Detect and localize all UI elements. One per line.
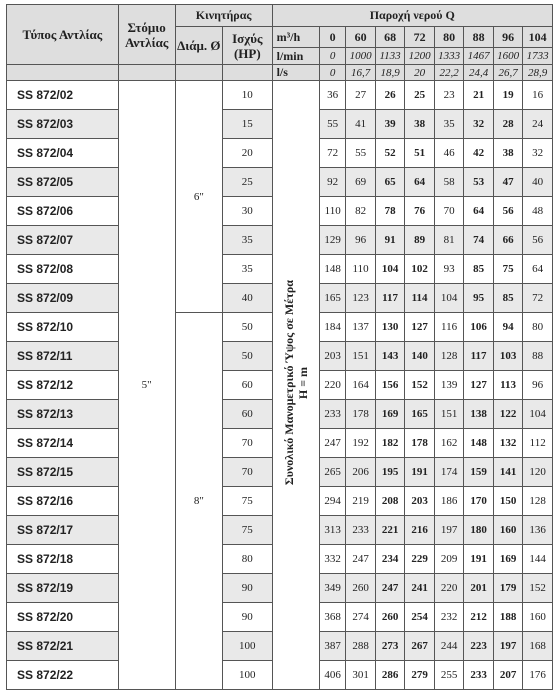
- pump-performance-table: [6, 4, 553, 690]
- motor-power: 80: [223, 545, 273, 574]
- head-value: 72: [320, 139, 346, 168]
- motor-power: 35: [223, 255, 273, 284]
- head-value: 162: [434, 429, 464, 458]
- head-value: 38: [405, 110, 435, 139]
- head-value: 64: [523, 255, 553, 284]
- outlet-value: 5": [118, 81, 175, 690]
- head-value: 165: [405, 400, 435, 429]
- head-value: 24: [523, 110, 553, 139]
- head-value: 94: [493, 313, 523, 342]
- head-value: 138: [464, 400, 494, 429]
- motor-power: 100: [223, 632, 273, 661]
- head-value: 301: [346, 661, 376, 690]
- head-value: 21: [464, 81, 494, 110]
- pump-model: SS 872/15: [7, 458, 119, 487]
- head-value: 209: [434, 545, 464, 574]
- head-value: 203: [320, 342, 346, 371]
- head-value: 103: [493, 342, 523, 371]
- flow-lmin: 1600: [493, 48, 523, 65]
- head-value: 182: [375, 429, 405, 458]
- pump-model: SS 872/18: [7, 545, 119, 574]
- motor-power: 20: [223, 139, 273, 168]
- outlet-header-spacer: [118, 65, 175, 81]
- flow-ls: 26,7: [493, 65, 523, 81]
- head-value: 223: [464, 632, 494, 661]
- head-value: 233: [346, 516, 376, 545]
- head-value: 368: [320, 603, 346, 632]
- pump-model: SS 872/08: [7, 255, 119, 284]
- head-value: 26: [375, 81, 405, 110]
- unit-m3h: m³/h: [272, 27, 319, 48]
- head-value: 286: [375, 661, 405, 690]
- head-value: 178: [346, 400, 376, 429]
- head-label: [272, 81, 319, 690]
- head-value: 102: [405, 255, 435, 284]
- motor-power: 30: [223, 197, 273, 226]
- flow-m3h: 68: [375, 27, 405, 48]
- flow-ls: 16,7: [346, 65, 376, 81]
- head-value: 144: [523, 545, 553, 574]
- head-value: 192: [346, 429, 376, 458]
- head-value: 152: [523, 574, 553, 603]
- head-value: 178: [405, 429, 435, 458]
- head-value: 53: [464, 168, 494, 197]
- head-value: 229: [405, 545, 435, 574]
- head-value: 234: [375, 545, 405, 574]
- head-value: 56: [493, 197, 523, 226]
- head-value: 247: [320, 429, 346, 458]
- head-value: 176: [523, 661, 553, 690]
- head-value: 260: [346, 574, 376, 603]
- head-value: 35: [434, 110, 464, 139]
- head-value: 180: [464, 516, 494, 545]
- pump-model: SS 872/14: [7, 429, 119, 458]
- head-value: 151: [346, 342, 376, 371]
- flow-ls: 20: [405, 65, 435, 81]
- head-value: 74: [464, 226, 494, 255]
- head-value: 191: [464, 545, 494, 574]
- head-value: 128: [523, 487, 553, 516]
- flow-lmin: 1333: [434, 48, 464, 65]
- head-value: 95: [464, 284, 494, 313]
- head-value: 160: [493, 516, 523, 545]
- head-value: 156: [375, 371, 405, 400]
- head-value: 201: [464, 574, 494, 603]
- head-value: 40: [523, 168, 553, 197]
- flow-ls: 28,9: [523, 65, 553, 81]
- motor-power: 15: [223, 110, 273, 139]
- head-value: 42: [464, 139, 494, 168]
- head-value: 25: [405, 81, 435, 110]
- head-value: 267: [405, 632, 435, 661]
- outlet-header: Στόμιο Αντλίας: [118, 5, 175, 65]
- head-value: 207: [493, 661, 523, 690]
- head-value: 85: [493, 284, 523, 313]
- head-value: 51: [405, 139, 435, 168]
- head-value: 203: [405, 487, 435, 516]
- head-value: 233: [320, 400, 346, 429]
- head-value: 48: [523, 197, 553, 226]
- head-value: 220: [320, 371, 346, 400]
- head-value: 206: [346, 458, 376, 487]
- head-value: 188: [493, 603, 523, 632]
- flow-lmin: 1467: [464, 48, 494, 65]
- pump-model: SS 872/11: [7, 342, 119, 371]
- motor-diameter: 8": [175, 313, 222, 690]
- head-value: 174: [434, 458, 464, 487]
- pump-model: SS 872/17: [7, 516, 119, 545]
- head-value: 120: [523, 458, 553, 487]
- head-value: 116: [434, 313, 464, 342]
- head-value: 241: [405, 574, 435, 603]
- head-value: 91: [375, 226, 405, 255]
- head-value: 139: [434, 371, 464, 400]
- head-value: 117: [375, 284, 405, 313]
- head-value: 75: [493, 255, 523, 284]
- head-label-title: Συνολικό Μανομετρικό Ύψος σε Μέτρα: [281, 279, 296, 486]
- head-value: 55: [320, 110, 346, 139]
- head-value: 349: [320, 574, 346, 603]
- head-value: 148: [464, 429, 494, 458]
- head-value: 164: [346, 371, 376, 400]
- head-value: 129: [320, 226, 346, 255]
- head-value: 273: [375, 632, 405, 661]
- head-value: 130: [375, 313, 405, 342]
- head-value: 39: [375, 110, 405, 139]
- head-value: 76: [405, 197, 435, 226]
- motor-power: 75: [223, 516, 273, 545]
- head-value: 92: [320, 168, 346, 197]
- head-value: 168: [523, 632, 553, 661]
- head-value: 127: [405, 313, 435, 342]
- flow-m3h: 80: [434, 27, 464, 48]
- head-value: 165: [320, 284, 346, 313]
- motor-power: 90: [223, 574, 273, 603]
- head-value: 219: [346, 487, 376, 516]
- flow-ls: 18,9: [375, 65, 405, 81]
- motor-header: Κινητήρας: [175, 5, 272, 27]
- flow-ls: 24,4: [464, 65, 494, 81]
- pump-model: SS 872/20: [7, 603, 119, 632]
- motor-diameter: 6": [175, 81, 222, 313]
- head-value: 112: [523, 429, 553, 458]
- motor-power: 75: [223, 487, 273, 516]
- pump-rows: [7, 81, 553, 690]
- head-value: 56: [523, 226, 553, 255]
- head-value: 143: [375, 342, 405, 371]
- head-value: 69: [346, 168, 376, 197]
- flow-m3h: 104: [523, 27, 553, 48]
- motor-power: 35: [223, 226, 273, 255]
- motor-power: 50: [223, 313, 273, 342]
- head-value: 255: [434, 661, 464, 690]
- head-value: 46: [434, 139, 464, 168]
- head-value: 140: [405, 342, 435, 371]
- head-value: 179: [493, 574, 523, 603]
- pump-model: SS 872/07: [7, 226, 119, 255]
- flow-ls: 0: [320, 65, 346, 81]
- pump-model: SS 872/16: [7, 487, 119, 516]
- head-value: 247: [346, 545, 376, 574]
- head-value: 65: [375, 168, 405, 197]
- head-value: 36: [320, 81, 346, 110]
- head-value: 88: [523, 342, 553, 371]
- head-value: 27: [346, 81, 376, 110]
- head-value: 265: [320, 458, 346, 487]
- head-value: 151: [434, 400, 464, 429]
- flow-m3h: 0: [320, 27, 346, 48]
- head-value: 123: [346, 284, 376, 313]
- pump-model: SS 872/19: [7, 574, 119, 603]
- flow-m3h: 60: [346, 27, 376, 48]
- flow-m3h: 72: [405, 27, 435, 48]
- head-value: 81: [434, 226, 464, 255]
- head-value: 159: [464, 458, 494, 487]
- head-value: 70: [434, 197, 464, 226]
- pump-model: SS 872/05: [7, 168, 119, 197]
- head-value: 23: [434, 81, 464, 110]
- head-value: 184: [320, 313, 346, 342]
- head-value: 150: [493, 487, 523, 516]
- head-value: 106: [464, 313, 494, 342]
- head-value: 122: [493, 400, 523, 429]
- head-value: 104: [523, 400, 553, 429]
- head-value: 96: [346, 226, 376, 255]
- pump-model: SS 872/06: [7, 197, 119, 226]
- head-value: 233: [464, 661, 494, 690]
- flow-m3h: 96: [493, 27, 523, 48]
- head-value: 41: [346, 110, 376, 139]
- head-value: 148: [320, 255, 346, 284]
- head-value: 169: [493, 545, 523, 574]
- head-value: 152: [405, 371, 435, 400]
- head-value: 66: [493, 226, 523, 255]
- head-value: 254: [405, 603, 435, 632]
- pump-model: SS 872/02: [7, 81, 119, 110]
- head-value: 274: [346, 603, 376, 632]
- pump-type-header-spacer: [7, 65, 119, 81]
- flow-ls: 22,2: [434, 65, 464, 81]
- head-value: 32: [464, 110, 494, 139]
- motor-power: 25: [223, 168, 273, 197]
- head-value: 136: [523, 516, 553, 545]
- head-value: 195: [375, 458, 405, 487]
- flow-m3h: 88: [464, 27, 494, 48]
- motor-power: 60: [223, 400, 273, 429]
- head-value: 208: [375, 487, 405, 516]
- head-value: 19: [493, 81, 523, 110]
- head-value: 82: [346, 197, 376, 226]
- head-value: 186: [434, 487, 464, 516]
- head-value: 80: [523, 313, 553, 342]
- head-value: 169: [375, 400, 405, 429]
- flow-header: Παροχή νερού Q: [272, 5, 552, 27]
- head-value: 132: [493, 429, 523, 458]
- pump-type-header: Τύπος Αντλίας: [7, 5, 119, 65]
- head-value: 260: [375, 603, 405, 632]
- motor-power: 40: [223, 284, 273, 313]
- head-value: 64: [464, 197, 494, 226]
- head-value: 216: [405, 516, 435, 545]
- head-value: 197: [434, 516, 464, 545]
- unit-lmin: l/min: [272, 48, 319, 65]
- pump-model: SS 872/22: [7, 661, 119, 690]
- unit-ls: l/s: [272, 65, 319, 81]
- head-value: 114: [405, 284, 435, 313]
- head-value: 247: [375, 574, 405, 603]
- head-label-unit: H = m: [295, 366, 310, 399]
- head-value: 113: [493, 371, 523, 400]
- head-value: 96: [523, 371, 553, 400]
- flow-lmin: 1000: [346, 48, 376, 65]
- flow-lmin: 1133: [375, 48, 405, 65]
- head-value: 93: [434, 255, 464, 284]
- power-header-spacer: [223, 65, 273, 81]
- head-value: 58: [434, 168, 464, 197]
- motor-power: 70: [223, 429, 273, 458]
- pump-model: SS 872/12: [7, 371, 119, 400]
- head-value: 104: [375, 255, 405, 284]
- power-header: Ισχύς (HP): [223, 27, 273, 65]
- head-value: 85: [464, 255, 494, 284]
- motor-power: 10: [223, 81, 273, 110]
- head-value: 110: [320, 197, 346, 226]
- head-value: 288: [346, 632, 376, 661]
- head-value: 52: [375, 139, 405, 168]
- head-value: 104: [434, 284, 464, 313]
- head-value: 78: [375, 197, 405, 226]
- diameter-header-spacer: [175, 65, 222, 81]
- pump-model: SS 872/09: [7, 284, 119, 313]
- head-value: 220: [434, 574, 464, 603]
- head-value: 72: [523, 284, 553, 313]
- head-label-text: [282, 280, 310, 485]
- motor-power: 70: [223, 458, 273, 487]
- head-value: 128: [434, 342, 464, 371]
- head-value: 127: [464, 371, 494, 400]
- motor-power: 50: [223, 342, 273, 371]
- head-value: 89: [405, 226, 435, 255]
- pump-model: SS 872/04: [7, 139, 119, 168]
- head-value: 137: [346, 313, 376, 342]
- head-value: 16: [523, 81, 553, 110]
- head-value: 279: [405, 661, 435, 690]
- pump-model: SS 872/13: [7, 400, 119, 429]
- head-value: 38: [493, 139, 523, 168]
- motor-power: 100: [223, 661, 273, 690]
- head-value: 232: [434, 603, 464, 632]
- head-value: 28: [493, 110, 523, 139]
- head-value: 197: [493, 632, 523, 661]
- motor-power: 60: [223, 371, 273, 400]
- head-value: 313: [320, 516, 346, 545]
- head-value: 221: [375, 516, 405, 545]
- head-value: 141: [493, 458, 523, 487]
- head-value: 212: [464, 603, 494, 632]
- diameter-header: Διάμ. Ø: [175, 27, 222, 65]
- head-value: 332: [320, 545, 346, 574]
- pump-model: SS 872/03: [7, 110, 119, 139]
- head-value: 170: [464, 487, 494, 516]
- pump-model: SS 872/10: [7, 313, 119, 342]
- motor-power: 90: [223, 603, 273, 632]
- flow-lmin: 1200: [405, 48, 435, 65]
- flow-lmin: 1733: [523, 48, 553, 65]
- head-value: 406: [320, 661, 346, 690]
- flow-lmin: 0: [320, 48, 346, 65]
- head-value: 55: [346, 139, 376, 168]
- head-value: 160: [523, 603, 553, 632]
- table-row: [7, 81, 553, 110]
- head-value: 294: [320, 487, 346, 516]
- head-value: 244: [434, 632, 464, 661]
- head-value: 110: [346, 255, 376, 284]
- pump-model: SS 872/21: [7, 632, 119, 661]
- head-value: 64: [405, 168, 435, 197]
- head-value: 387: [320, 632, 346, 661]
- head-value: 117: [464, 342, 494, 371]
- head-value: 47: [493, 168, 523, 197]
- head-value: 191: [405, 458, 435, 487]
- head-value: 32: [523, 139, 553, 168]
